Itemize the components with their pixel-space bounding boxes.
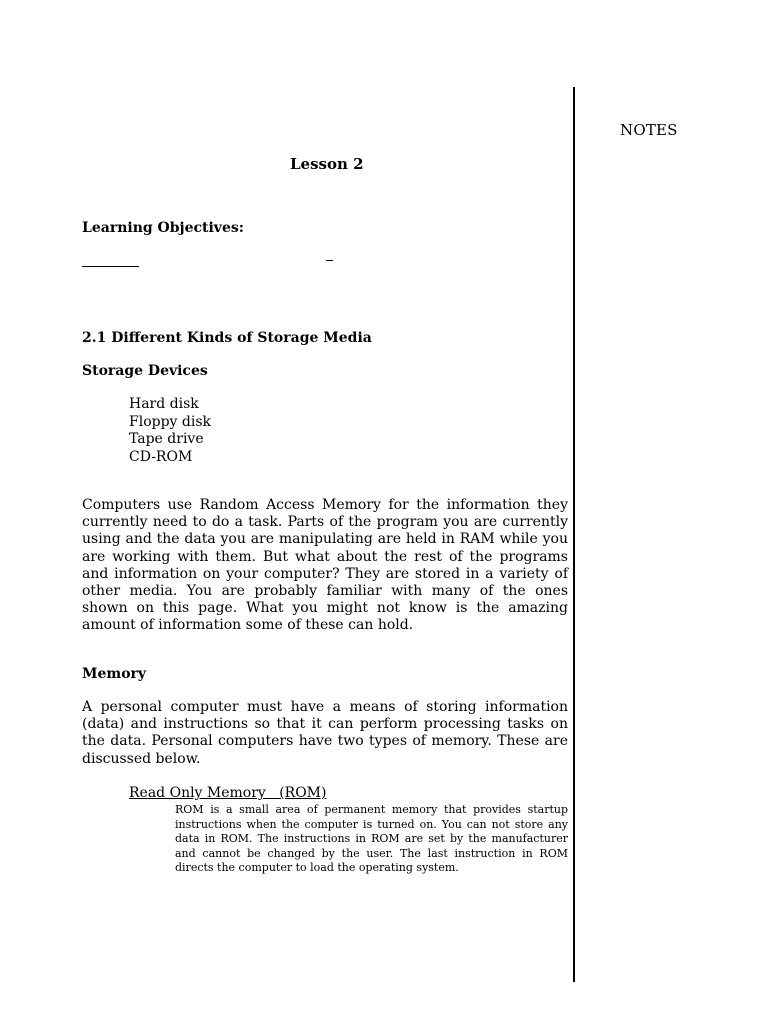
list-item: Hard disk — [129, 396, 199, 412]
section-heading: 2.1 Different Kinds of Storage Media — [82, 330, 372, 346]
list-item: CD-ROM — [129, 448, 193, 465]
storage-devices-heading: Storage Devices — [82, 363, 208, 379]
rom-paragraph: ROM is a small area of permanent memory that provides startup instructions when the computer is turned on. You can not store any data in ROM. The instructions in ROM are set by the manufacturer and cannot be changed by the user. The last instruction in ROM directs the computer to load the operating system. — [175, 803, 568, 874]
learning-objectives-heading: Learning Objectives: — [82, 220, 244, 236]
objectives-dash — [326, 260, 333, 261]
lesson-title: Lesson 2 — [290, 155, 364, 173]
notes-label: NOTES — [620, 121, 678, 139]
rom-heading: Read Only Memory (ROM) — [129, 785, 327, 801]
memory-heading: Memory — [82, 666, 147, 682]
notes-column-divider — [573, 87, 575, 982]
memory-paragraph: A personal computer must have a means of storing information (data) and instructions so that it can perform processing tasks on the data. Personal computers have two types of memory. These are discussed below. — [82, 699, 568, 767]
objectives-blank-line — [82, 266, 139, 267]
list-item: Floppy disk — [129, 413, 212, 430]
storage-device-list — [129, 396, 211, 466]
list-item: Tape drive — [129, 431, 204, 447]
storage-media-paragraph: Computers use Random Access Memory for the information they currently need to do a task. Parts of the program you are currently using and the data you are manipulating are held in RAM while you are working with them. But what about the rest of the programs and information on your computer? They are stored in a variety of other media. You are probably familiar with many of the ones shown on this page. What you might not know is the amazing amount of information some of these can hold. — [82, 497, 568, 634]
